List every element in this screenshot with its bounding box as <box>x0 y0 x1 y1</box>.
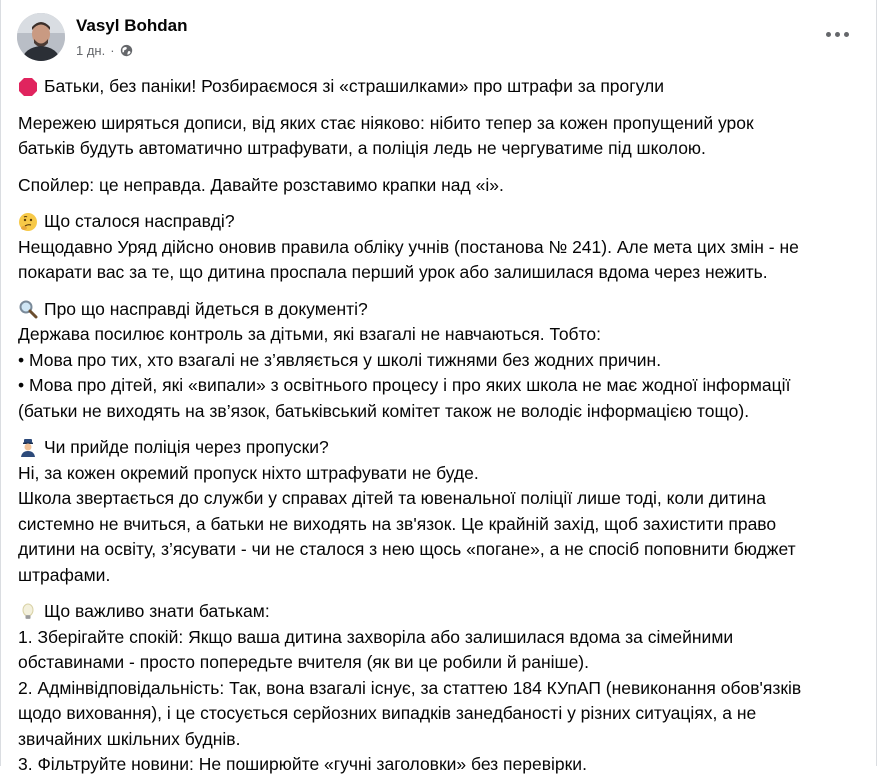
post-text-line <box>18 650 868 676</box>
post-text: Про що насправді йдеться в документі? <box>44 298 368 319</box>
post-text: Що сталося насправді? <box>44 211 235 231</box>
light-bulb-icon <box>18 602 38 622</box>
paragraph-gap <box>18 424 868 435</box>
thinking-face-icon <box>18 212 38 232</box>
post-text-line <box>18 701 868 727</box>
police-officer-icon <box>18 438 38 458</box>
globe-icon[interactable] <box>120 44 133 57</box>
post-text: 2. Адмінвідповідальність: Так, вона взагалі існує, за статтею 184 КУпАП (невиконання обов'язків <box>18 677 802 698</box>
post-text-line <box>18 752 868 778</box>
post-text: Ні, за кожен окремий пропуск ніхто штрафувати не буде. <box>18 462 479 483</box>
post-text-line <box>18 435 868 461</box>
post-text: батьків будуть автоматично штрафувати, а поліція ледь не чергуватиме під школою. <box>18 138 706 158</box>
post-text-line <box>18 727 868 753</box>
post-text-line <box>18 297 868 323</box>
author-name[interactable]: Vasyl Bohdan <box>76 16 188 35</box>
avatar-photo-icon <box>17 13 65 61</box>
post-text: Батьки, без паніки! Розбираємося зі «страшилками» про штрафи за прогули <box>44 76 665 96</box>
post-text: Спойлер: це неправда. Давайте розставимо крапки над «і». <box>18 174 504 195</box>
post-text: • Мова про дітей, які «випали» з освітнього процесу і про яких школа не має жодної інформації <box>18 375 791 395</box>
post-text: (батьки не виходять на зв’язок, батьківський комітет також не володіє інформацією тощо). <box>18 400 750 421</box>
post-text-line <box>18 512 868 538</box>
paragraph-gap <box>18 286 868 297</box>
post-text: системно не вчиться, а батьки не виходять на зв'язок. Це крайній захід, щоб захистити право <box>18 513 777 534</box>
post-text-line <box>18 209 868 235</box>
paragraph-gap <box>18 588 868 599</box>
post-text-line <box>18 625 868 651</box>
post-text-line <box>18 676 868 702</box>
post-text: Школа звертається до служби у справах дітей та ювенальної поліції лише тоді, коли дитина <box>18 488 766 508</box>
post-text-line <box>18 348 868 374</box>
post-text-line <box>18 136 868 162</box>
post-text: щодо виховання), і це стосується серйозних випадків занедбаності у різних ситуаціях, а не <box>18 703 757 723</box>
post-timestamp[interactable]: 1 дн. <box>76 43 106 58</box>
stop-sign-icon <box>18 77 38 97</box>
post-text: • Мова про тих, хто взагалі не з’являється у школі тижнями без жодних причин. <box>18 349 662 370</box>
post-text-line <box>18 486 868 512</box>
paragraph-gap <box>18 100 868 111</box>
post-text-line <box>18 373 868 399</box>
post-text-line <box>18 322 868 348</box>
paragraph-gap <box>18 162 868 173</box>
avatar[interactable] <box>17 13 65 61</box>
post-text-line <box>18 74 868 100</box>
post-text-line <box>18 537 868 563</box>
post-meta <box>76 43 133 58</box>
post-text-line <box>18 461 868 487</box>
post-text: Мережею ширяться дописи, від яких стає ніяково: нібито тепер за кожен пропущений урок <box>18 112 754 133</box>
magnifier-icon <box>18 299 38 319</box>
post-text-line <box>18 260 868 286</box>
meta-separator: · <box>110 43 115 58</box>
post-text: 1. Зберігайте спокій: Якщо ваша дитина захворіла або залишилася вдома за сімейними <box>18 626 734 647</box>
post-text-line <box>18 173 868 199</box>
post-text: дитини на освіту, з’ясувати - чи не сталося з нею щось «погане», а не спосіб поповнити бюджет <box>18 539 796 559</box>
post-text: обставинами - просто попередьте вчителя (як ви це робили й раніше). <box>18 652 589 672</box>
post-text: звичайних шкільних буднів. <box>18 728 241 749</box>
post-body <box>18 74 868 778</box>
post-text-line <box>18 563 868 589</box>
post-text-line <box>18 235 868 261</box>
more-options-icon[interactable] <box>822 24 852 44</box>
post-text: штрафами. <box>18 564 111 585</box>
post-text-line <box>18 599 868 625</box>
post-text-line <box>18 399 868 425</box>
post-text: Держава посилює контроль за дітьми, які взагалі не навчаються. Тобто: <box>18 324 601 344</box>
post-text: Що важливо знати батькам: <box>44 601 270 621</box>
post-text: Нещодавно Уряд дійсно оновив правила обліку учнів (постанова № 241). Але мета цих змін - не <box>18 236 799 257</box>
post-text-line <box>18 111 868 137</box>
paragraph-gap <box>18 198 868 209</box>
post-text: 3. Фільтруйте новини: Не поширюйте «гучні заголовки» без перевірки. <box>18 754 587 774</box>
post-text: Чи прийде поліція через пропуски? <box>44 437 329 457</box>
post-text: покарати вас за те, що дитина проспала перший урок або залишилася вдома через нежить. <box>18 262 768 282</box>
